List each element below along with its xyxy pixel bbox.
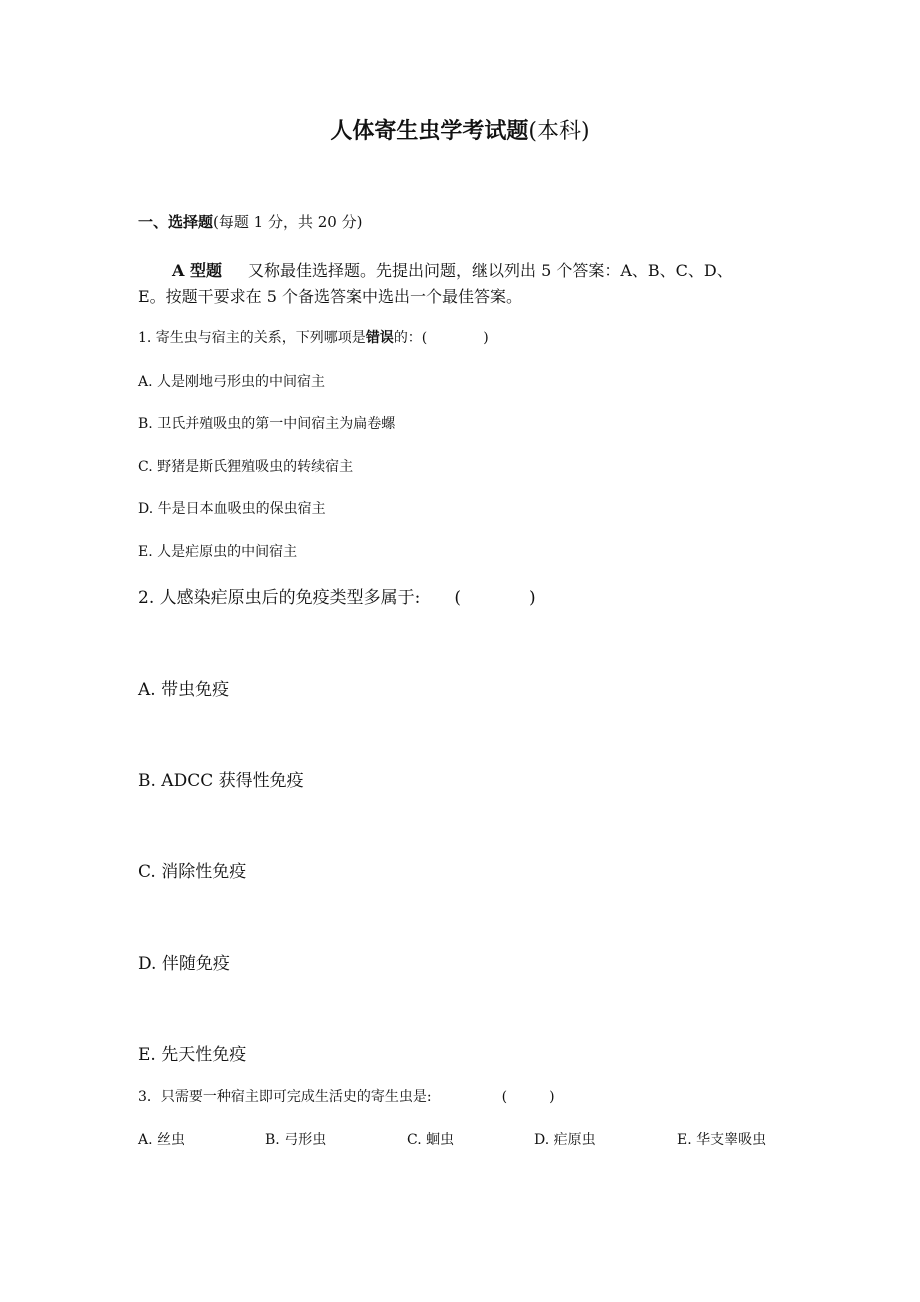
question-type-label: A 型题 (172, 261, 222, 280)
question-1-option-c: C. 野猪是斯氏狸殖吸虫的转续宿主 (138, 459, 354, 475)
question-3-option-e: E. 华支睾吸虫 (677, 1132, 767, 1148)
question-2-option-b: B. ADCC 获得性免疫 (138, 771, 304, 791)
question-1-option-e: E. 人是疟原虫的中间宿主 (138, 544, 298, 560)
page-title: 人体寄生虫学考试题(本科) (330, 118, 590, 144)
section-heading: 一、选择题(每题 1 分，共 20 分) (138, 213, 363, 231)
question-1-option-b: B. 卫氏并殖吸虫的第一中间宿主为扁卷螺 (138, 416, 396, 432)
question-3-option-b: B. 弓形虫 (265, 1132, 327, 1148)
intro-line-1: A 型题 又称最佳选择题。先提出问题，继以列出 5 个答案：A、B、C、D、 (172, 261, 733, 280)
question-2-stem: 2. 人感染疟原虫后的免疫类型多属于: ( ) (138, 588, 536, 608)
question-2-option-a: A. 带虫免疫 (138, 680, 230, 700)
question-2-option-d: D. 伴随免疫 (138, 954, 230, 974)
question-3-option-c: C. 蛔虫 (407, 1132, 455, 1148)
question-3-option-d: D. 疟原虫 (534, 1132, 596, 1148)
question-1-option-a: A. 人是刚地弓形虫的中间宿主 (138, 374, 326, 390)
intro-line-2: E。按题干要求在 5 个备选答案中选出一个最佳答案。 (138, 287, 523, 306)
question-2-option-e: E. 先天性免疫 (138, 1045, 247, 1065)
question-3-option-a: A. 丝虫 (138, 1132, 186, 1148)
question-1-option-d: D. 牛是日本血吸虫的保虫宿主 (138, 501, 326, 517)
question-1-stem: 1. 寄生虫与宿主的关系，下列哪项是错误的：( ) (138, 330, 489, 346)
question-3-options (0, 1129, 920, 1151)
question-2-option-c: C. 消除性免疫 (138, 862, 247, 882)
question-3-stem: 3．只需要一种宿主即可完成生活史的寄生虫是: ( ) (138, 1089, 555, 1105)
